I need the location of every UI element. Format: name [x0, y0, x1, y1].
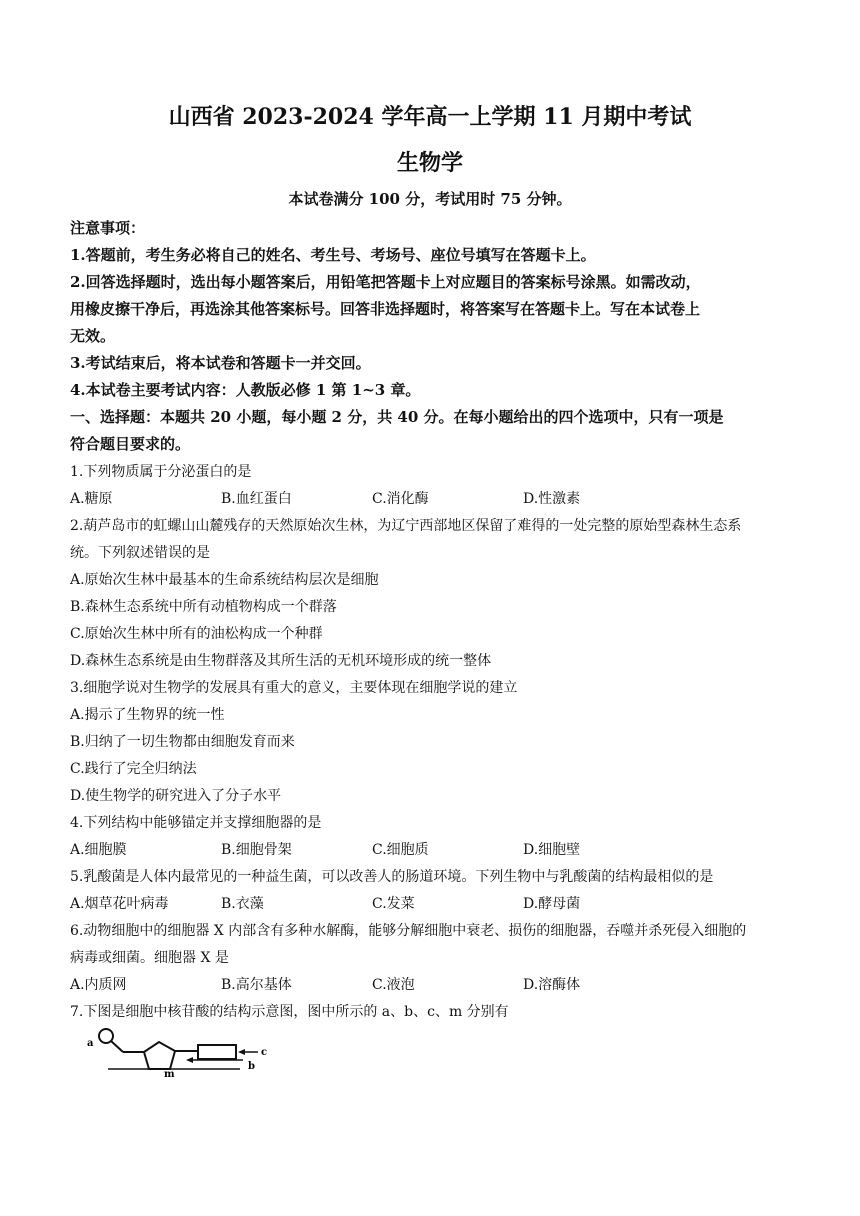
q6-option-d: D.溶酶体: [523, 977, 581, 993]
q5-stem: 5.乳酸菌是人体内最常见的一种益生菌，可以改善人的肠道环境。下列生物中与乳酸菌的结构最相似的是: [70, 869, 714, 885]
note-2-line-3: 无效。: [70, 327, 116, 345]
q4-option-c: C.细胞质: [372, 842, 429, 858]
section-1-line-1: 一、选择题：本题共 20 小题，每小题 2 分，共 40 分。在每小题给出的四个选项中，只有一项是: [70, 408, 724, 426]
q3-option-b: B.归纳了一切生物都由细胞发育而来: [70, 734, 295, 750]
note-2-line-1: 2.回答选择题时，选出每小题答案后，用铅笔把答题卡上对应题目的答案标号涂黑。如需改动，: [70, 273, 701, 291]
notes-heading: 注意事项：: [70, 219, 146, 237]
nucleotide-diagram: [78, 1025, 288, 1077]
q5-option-a: A.烟草花叶病毒: [70, 896, 169, 912]
q6-option-c: C.液泡: [372, 977, 415, 993]
exam-title: 山西省 2023-2024 学年高一上学期 11 月期中考试: [168, 104, 692, 130]
note-4: 4.本试卷主要考试内容：人教版必修 1 第 1~3 章。: [70, 381, 421, 399]
q5-option-b: B.衣藻: [221, 896, 264, 912]
phosphate-group: [99, 1029, 113, 1043]
q5-options: [70, 893, 795, 913]
q6-option-b: B.高尔基体: [221, 977, 292, 993]
q1-stem: 1.下列物质属于分泌蛋白的是: [70, 464, 252, 480]
q1-option-a: A.糖原: [70, 491, 113, 507]
nitrogenous-base: [198, 1045, 236, 1059]
note-2-line-2: 用橡皮擦干净后，再选涂其他答案标号。回答非选择题时，将答案写在答题卡上。写在本试卷上: [70, 300, 701, 318]
q4-option-d: D.细胞壁: [523, 842, 581, 858]
q5-option-d: D.酵母菌: [523, 896, 581, 912]
q6-option-a: A.内质网: [70, 977, 127, 993]
q4-option-a: A.细胞膜: [70, 842, 127, 858]
q2-stem-line-2: 统。下列叙述错误的是: [70, 545, 210, 561]
q5-option-c: C.发菜: [372, 896, 415, 912]
q3-option-a: A.揭示了生物界的统一性: [70, 707, 225, 723]
q6-stem-line-1: 6.动物细胞中的细胞器 X 内部含有多种水解酶，能够分解细胞中衰老、损伤的细胞器，吞噬并杀死侵入细胞的: [70, 923, 747, 939]
q1-options: [70, 488, 795, 508]
q7-stem: 7.下图是细胞中核苷酸的结构示意图，图中所示的 a、b、c、m 分别有: [70, 1004, 509, 1020]
q4-option-b: B.细胞骨架: [221, 842, 292, 858]
q4-stem: 4.下列结构中能够锚定并支撑细胞器的是: [70, 815, 322, 831]
q1-option-b: B.血红蛋白: [221, 491, 292, 507]
arrow-c-head: [238, 1049, 245, 1055]
section-1-line-2: 符合题目要求的。: [70, 435, 191, 453]
note-3: 3.考试结束后，将本试卷和答题卡一并交回。: [70, 354, 371, 372]
q4-options: [70, 839, 795, 859]
q3-option-c: C.践行了完全归纳法: [70, 761, 197, 777]
label-a: a: [87, 1038, 94, 1049]
q2-option-b: B.森林生态系统中所有动植物构成一个群落: [70, 599, 337, 615]
q2-option-c: C.原始次生林中所有的油松构成一个种群: [70, 626, 323, 642]
arrow-b-head: [186, 1057, 193, 1063]
label-b: b: [248, 1061, 255, 1072]
q2-option-d: D.森林生态系统是由生物群落及其所生活的无机环境形成的统一整体: [70, 653, 492, 669]
exam-info: 本试卷满分 100 分，考试用时 75 分钟。: [288, 190, 572, 208]
phosphate-bond: [111, 1041, 123, 1052]
q1-option-d: D.性激素: [523, 491, 581, 507]
q1-option-c: C.消化酶: [372, 491, 429, 507]
q3-stem: 3.细胞学说对生物学的发展具有重大的意义，主要体现在细胞学说的建立: [70, 680, 518, 696]
q6-options: [70, 974, 795, 994]
label-c: c: [261, 1047, 268, 1058]
q2-option-a: A.原始次生林中最基本的生命系统结构层次是细胞: [70, 572, 379, 588]
label-m: m: [164, 1069, 175, 1077]
note-1: 1.答题前，考生务必将自己的姓名、考生号、考场号、座位号填写在答题卡上。: [70, 246, 596, 264]
q3-option-d: D.使生物学的研究进入了分子水平: [70, 788, 282, 804]
pentose-sugar: [144, 1042, 175, 1069]
q6-stem-line-2: 病毒或细菌。细胞器 X 是: [70, 950, 229, 966]
subject-title: 生物学: [396, 150, 463, 176]
q2-stem-line-1: 2.葫芦岛市的虹螺山山麓残存的天然原始次生林，为辽宁西部地区保留了难得的一处完整的原始型森林生态系: [70, 518, 742, 534]
